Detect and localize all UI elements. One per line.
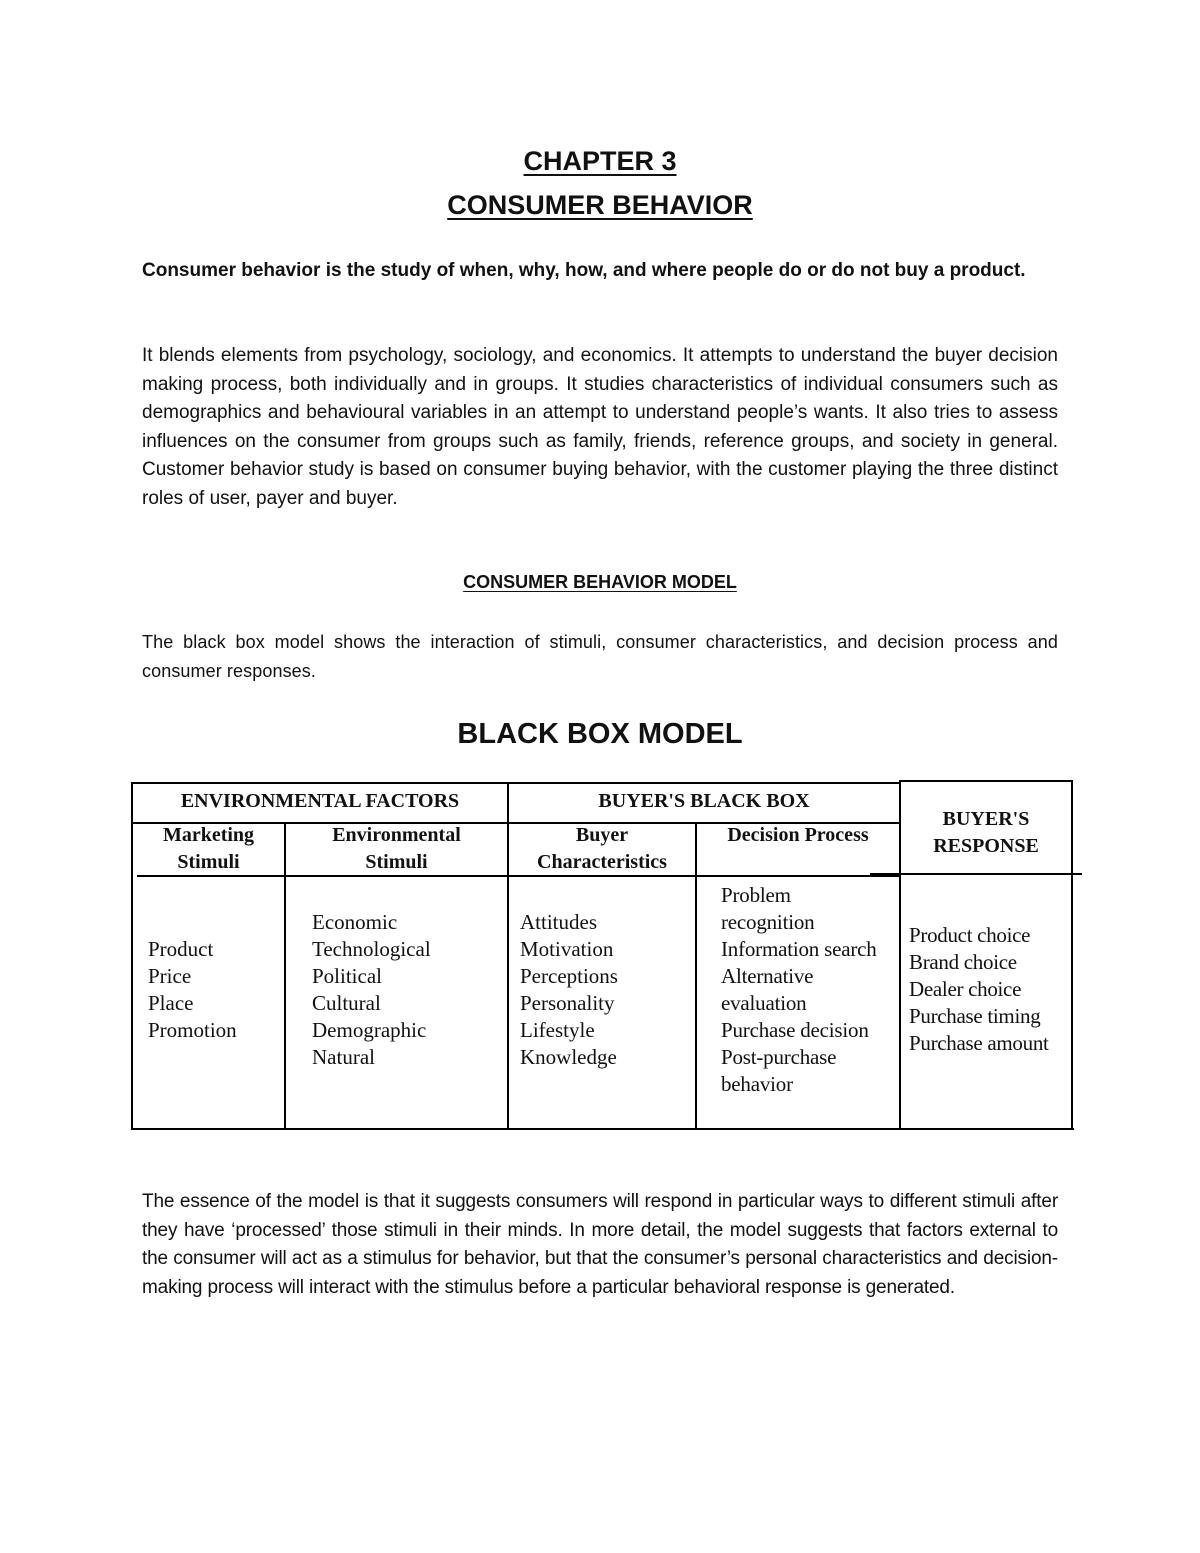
list-item: Motivation [520,937,614,961]
header-buyers-black-box: BUYER'S BLACK BOX [598,790,810,812]
cell-marketing-stimuli [148,936,237,1044]
cell-buyer-characteristics [520,909,618,1071]
chapter-title: CONSUMER BEHAVIOR [447,190,753,220]
list-item: recognition [721,910,815,934]
header-environmental-stimuli [286,822,507,876]
header-environmental-factors: ENVIRONMENTAL FACTORS [180,790,460,812]
header-marketing-line2: Stimuli [177,851,240,873]
header-buyer-line1: Buyer [575,824,629,846]
header-buyers-response [901,806,1071,860]
header-decision-process: Decision Process [727,824,869,846]
list-item: Problem [721,883,791,907]
list-item: Product [148,937,214,961]
list-item: Perceptions [520,964,618,988]
table-border-right [1071,780,1073,1130]
list-item: Dealer choice [909,977,1022,1001]
list-item: Lifestyle [520,1018,595,1042]
list-item: Price [148,964,192,988]
header-buyers-response-line1: BUYER'S [942,808,1030,830]
list-item: Information search [721,937,877,961]
black-box-description: The black box model shows the interaction of stimuli, consumer characteristics, and decision process and consumer responses. [142,632,1058,681]
table-border-bottom [131,1128,1074,1130]
table-border-top-left [131,782,901,784]
list-item: Purchase decision [721,1018,869,1042]
cell-environmental-stimuli [312,909,431,1071]
list-item: Knowledge [520,1045,617,1069]
list-item: Attitudes [520,910,597,934]
header-buyer-characteristics [509,822,695,876]
list-item: Brand choice [909,950,1017,974]
header-marketing-stimuli [133,822,284,876]
cell-decision-process [721,882,877,1098]
overview-paragraph: It blends elements from psychology, sociology, and economics. It attempts to understand the buyer decision making process, both individually and in groups. It studies characteristics of individual consumers such as demographics and behavioural variables in an attempt to understand people’s wants. It also tries to assess influences on the consumer from groups such as family, friends, reference groups, and society in general. Customer behavior study is based on consumer buying behavior, with the customer playing the three distinct roles of user, payer and buyer. [142,345,1058,509]
list-item: Place [148,991,194,1015]
essence-paragraph: The essence of the model is that it suggests consumers will respond in particular ways to different stimuli after they have ‘processed’ those stimuli in their minds. In more detail, the model suggests that factors external to the consumer will act as a stimulus for behavior, but that the consumer’s personal characteristics and decision-making process will interact with the stimulus before a particular behavioral response is generated. [142,1191,1058,1298]
list-item: Product choice [909,923,1031,947]
list-item: Post-purchase [721,1045,837,1069]
header-buyer-line2: Characteristics [537,851,667,873]
list-item: Purchase amount [909,1031,1049,1055]
list-item: Alternative [721,964,814,988]
header-buyers-response-line2: RESPONSE [933,835,1039,857]
header-environmental-line2: Stimuli [365,851,428,873]
black-box-title: BLACK BOX MODEL [457,718,743,750]
table-body-divider-right [870,873,1082,875]
list-item: Technological [312,937,431,961]
chapter-number: CHAPTER 3 [523,146,677,176]
table-col-divider-3 [695,822,697,1130]
list-item: Economic [312,910,398,934]
list-item: Demographic [312,1018,427,1042]
list-item: Cultural [312,991,381,1015]
list-item: Purchase timing [909,1004,1041,1028]
cell-buyers-response [909,922,1049,1057]
table-border-top-right [899,780,1073,782]
model-heading: CONSUMER BEHAVIOR MODEL [463,572,737,592]
definition-paragraph: Consumer behavior is the study of when, why, how, and where people do or do not buy a product. [142,260,1026,281]
list-item: Promotion [148,1018,237,1042]
list-item: Personality [520,991,615,1015]
header-environmental-line1: Environmental [332,824,461,846]
header-marketing-line1: Marketing [162,824,255,846]
list-item: behavior [721,1072,793,1096]
list-item: evaluation [721,991,807,1015]
list-item: Political [312,964,382,988]
list-item: Natural [312,1045,375,1069]
